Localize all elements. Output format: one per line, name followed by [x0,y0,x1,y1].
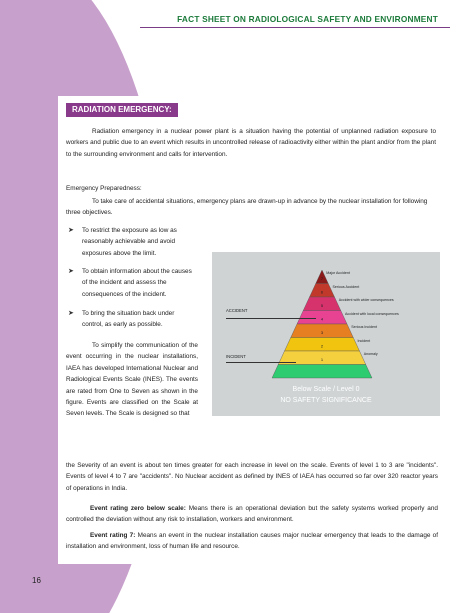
header-title: FACT SHEET ON RADIOLOGICAL SAFETY AND ENVIRONMENT [177,14,438,24]
accident-label: ACCIDENT [226,308,248,313]
paragraph-rating-seven [66,530,438,553]
arrow-bullet-icon: ➤ [68,310,74,317]
paragraph-severity: the Severity of an event is about ten times greater for each increase in level on the scale. Events of level 1 to 3 are "incidents". Events of level 4 to 7 are "accidents". No Nuclear accident as defined by INES of IAEA has occurred so far over 320 reactor years of operations in India. [66,462,438,492]
pyramid-tier-number: 6 [320,289,324,295]
paragraph-rating-zero [66,503,438,526]
ines-pyramid-figure [212,252,440,416]
bullet-item [66,308,196,331]
rating-seven-label: Event rating 7: [90,532,136,539]
pyramid-tier-label: Anomaly [363,352,378,356]
subheading-preparedness: Emergency Preparedness: [66,185,142,192]
rating-zero-text: Means there is an operational deviation but the safety systems worked properly and controlled the deviation without any risk to installation, workers and environment. [66,505,438,524]
pyramid-tier-label: Serious Accident [332,284,360,289]
paragraph-definition: Radiation emergency in a nuclear power plant is a situation having the potential of unplanned radiation exposure to workers and public due to an event which results in uncontrolled release of radioactivity either within the plant and/or from the plant to the surrounding environment and calls for intervention. [66,128,436,158]
accident-divider [226,318,316,319]
pyramid-tier-label: Major Accident [326,271,350,275]
figure-caption-no-safety: NO SAFETY SIGNIFICANCE [280,397,372,404]
pyramid-tier-number: 1 [320,357,324,363]
pyramid-tier-0 [272,365,372,379]
incident-divider [226,362,296,363]
incident-label: INCIDENT [226,354,246,359]
rating-zero-label: Event rating zero below scale: [90,505,186,512]
arrow-bullet-icon: ➤ [68,268,74,275]
pyramid-tier-label: Accident with local consequences [345,311,399,316]
figure-caption-below-scale: Below Scale / Level 0 [292,386,360,393]
pyramid-tier-label: Serious Incident [351,325,378,329]
pyramid-tier-number: 4 [320,316,324,322]
bullet-text: To obtain information about the causes of the incident and assess the consequences of the incident. [82,268,192,298]
bullet-text: To restrict the exposure as low as reasonably achievable and avoid exposures above the limit. [82,227,177,257]
pyramid-tier-label: Incident [357,338,371,343]
pyramid-tier-number: 3 [320,330,324,336]
section-heading: RADIATION EMERGENCY: [66,103,178,117]
paragraph-ines: To simplify the communication of the event occurring in the nuclear installations, IAEA has developed International Nuclear and Radiological Events Scale (INES). The events are rated from One to Seven as shown in the figure. Events are classified on the Scale at Seven levels. The Scale is designed so that [66,342,198,418]
bullet-item [66,225,196,259]
page-number: 16 [32,576,41,585]
bullet-text: To bring the situation back under control, as early as possible. [82,310,175,329]
pyramid-tier-label: Accident with wider consequences [338,298,394,302]
pyramid-tier-number: 2 [320,343,324,349]
paragraph-objectives: To take care of accidental situations, emergency plans are drawn-up in advance by the nuclear installation for following three objectives. [66,198,428,217]
pyramid-tier-number: 7 [320,276,324,282]
pyramid-tier-number: 5 [320,303,324,309]
rating-seven-text: Means an event in the nuclear installation causes major nuclear emergency that leads to the damage of installation and environment, loss of human life and resource. [66,532,439,551]
bullet-item [66,266,196,300]
header-bar [140,13,450,28]
arrow-bullet-icon: ➤ [68,227,74,234]
